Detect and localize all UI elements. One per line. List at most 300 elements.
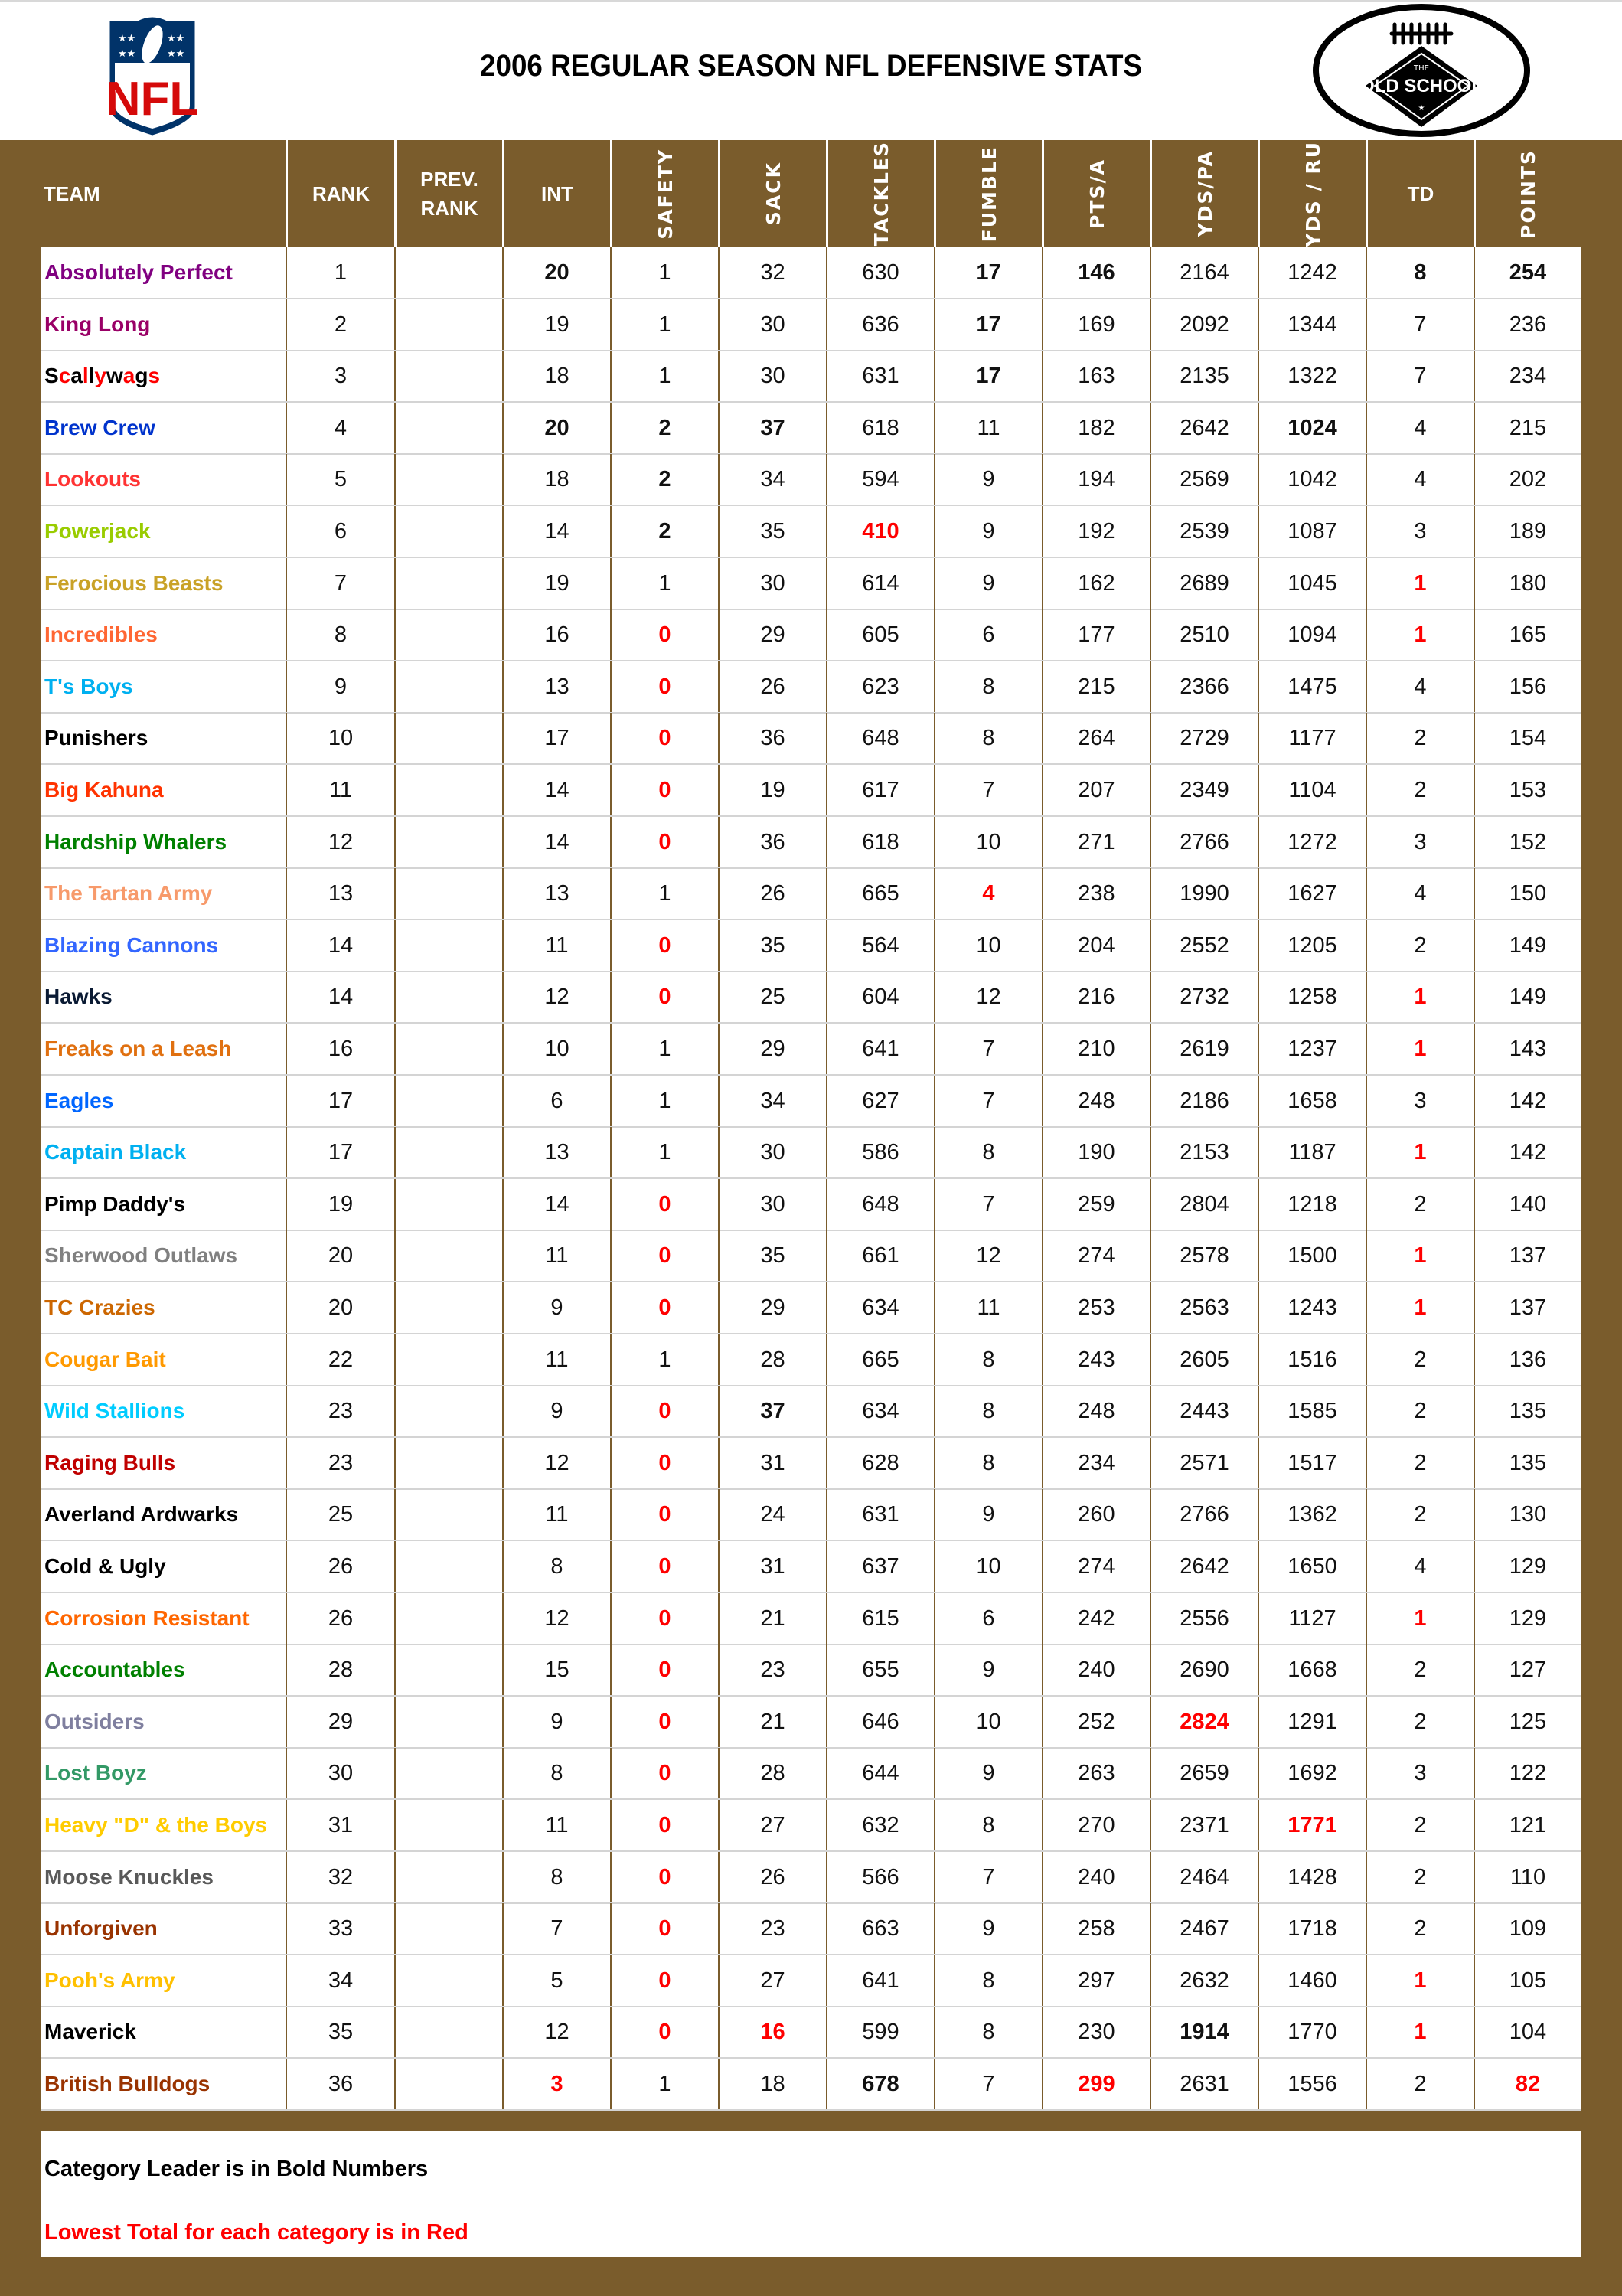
team-name-cell: Maverick bbox=[44, 2020, 136, 2043]
column-header-yds-ru[interactable] bbox=[1258, 140, 1366, 247]
yds-pa-cell: 2552 bbox=[1150, 920, 1258, 971]
column-header-label: PTS/A bbox=[1085, 158, 1108, 229]
pts-a-cell: 263 bbox=[1042, 1748, 1150, 1798]
prev-rank-cell bbox=[394, 661, 502, 712]
yds-ru-cell: 1205 bbox=[1258, 920, 1366, 971]
yds-pa-cell: 2510 bbox=[1150, 609, 1258, 660]
rank-cell: 2 bbox=[286, 299, 394, 350]
points-cell: 135 bbox=[1474, 1438, 1581, 1488]
column-header-label: SACK bbox=[762, 162, 785, 226]
prev-rank-cell bbox=[394, 1748, 502, 1798]
sack-cell: 27 bbox=[718, 1800, 826, 1850]
safety-cell: 0 bbox=[610, 1489, 718, 1540]
yds-ru-cell: 1127 bbox=[1258, 1593, 1366, 1644]
td-cell: 2 bbox=[1366, 1852, 1474, 1902]
team-name-cell: Cold & Ugly bbox=[44, 1554, 166, 1578]
old-school-football-logo-icon bbox=[1312, 3, 1531, 138]
table-row bbox=[41, 1800, 1581, 1852]
column-header-pts-a[interactable] bbox=[1042, 140, 1150, 247]
rank-cell: 14 bbox=[286, 920, 394, 971]
sack-cell: 37 bbox=[718, 1386, 826, 1436]
team-name-cell bbox=[41, 351, 286, 401]
int-cell: 17 bbox=[502, 713, 610, 763]
pts-a-cell: 162 bbox=[1042, 558, 1150, 609]
table-row bbox=[41, 454, 1581, 506]
sack-cell: 36 bbox=[718, 817, 826, 867]
team-name-cell: Corrosion Resistant bbox=[44, 1606, 250, 1630]
fumble-cell: 7 bbox=[934, 2059, 1042, 2109]
yds-pa-cell: 2366 bbox=[1150, 661, 1258, 712]
column-header-points[interactable] bbox=[1474, 140, 1581, 247]
yds-pa-cell: 2619 bbox=[1150, 1024, 1258, 1074]
sack-cell: 29 bbox=[718, 1282, 826, 1333]
table-row bbox=[41, 1489, 1581, 1541]
yds-ru-cell: 1218 bbox=[1258, 1179, 1366, 1230]
td-cell: 1 bbox=[1366, 1593, 1474, 1644]
int-cell: 12 bbox=[502, 2007, 610, 2057]
sack-cell: 27 bbox=[718, 1955, 826, 2006]
yds-ru-cell: 1322 bbox=[1258, 351, 1366, 401]
td-cell: 3 bbox=[1366, 506, 1474, 557]
fumble-cell: 8 bbox=[934, 1955, 1042, 2006]
table-row bbox=[41, 299, 1581, 351]
column-header-td[interactable] bbox=[1366, 140, 1474, 247]
sack-cell: 36 bbox=[718, 713, 826, 763]
tackles-cell: 615 bbox=[826, 1593, 934, 1644]
sack-cell: 26 bbox=[718, 868, 826, 919]
rank-cell: 9 bbox=[286, 661, 394, 712]
yds-ru-cell: 1177 bbox=[1258, 713, 1366, 763]
yds-ru-cell: 1668 bbox=[1258, 1644, 1366, 1695]
points-cell: 234 bbox=[1474, 351, 1581, 401]
td-cell: 2 bbox=[1366, 713, 1474, 763]
sack-cell: 25 bbox=[718, 972, 826, 1022]
yds-pa-cell: 2632 bbox=[1150, 1955, 1258, 2006]
tackles-cell: 663 bbox=[826, 1903, 934, 1954]
td-cell: 2 bbox=[1366, 920, 1474, 971]
points-cell: 82 bbox=[1474, 2059, 1581, 2109]
prev-rank-cell bbox=[394, 1644, 502, 1695]
table-row bbox=[41, 765, 1581, 817]
safety-cell: 2 bbox=[610, 403, 718, 453]
td-cell: 1 bbox=[1366, 609, 1474, 660]
tackles-cell: 604 bbox=[826, 972, 934, 1022]
yds-pa-cell: 2135 bbox=[1150, 351, 1258, 401]
safety-cell: 0 bbox=[610, 920, 718, 971]
int-cell: 9 bbox=[502, 1386, 610, 1436]
fumble-cell: 9 bbox=[934, 506, 1042, 557]
yds-pa-cell: 2689 bbox=[1150, 558, 1258, 609]
safety-cell: 0 bbox=[610, 1438, 718, 1488]
yds-ru-cell: 1692 bbox=[1258, 1748, 1366, 1798]
yds-pa-cell: 2804 bbox=[1150, 1179, 1258, 1230]
td-cell: 1 bbox=[1366, 972, 1474, 1022]
yds-pa-cell: 2578 bbox=[1150, 1230, 1258, 1281]
sack-cell: 30 bbox=[718, 1179, 826, 1230]
svg-text:NFL: NFL bbox=[106, 73, 199, 126]
int-cell: 9 bbox=[502, 1697, 610, 1747]
sack-cell: 34 bbox=[718, 1076, 826, 1126]
sack-cell: 21 bbox=[718, 1593, 826, 1644]
rank-cell: 5 bbox=[286, 454, 394, 505]
tackles-cell: 636 bbox=[826, 299, 934, 350]
rank-cell: 25 bbox=[286, 1489, 394, 1540]
team-name-cell: Heavy "D" & the Boys bbox=[44, 1813, 268, 1837]
table-row bbox=[41, 1386, 1581, 1438]
column-header-prev-rank[interactable] bbox=[394, 140, 502, 247]
team-name-cell: Punishers bbox=[44, 726, 148, 750]
pts-a-cell: 299 bbox=[1042, 2059, 1150, 2109]
rank-cell: 22 bbox=[286, 1334, 394, 1385]
prev-rank-cell bbox=[394, 2007, 502, 2057]
table-row bbox=[41, 247, 1581, 299]
table-row bbox=[41, 972, 1581, 1024]
column-header-tackles[interactable] bbox=[826, 140, 934, 247]
int-cell: 14 bbox=[502, 765, 610, 815]
column-header-label: PREV. RANK bbox=[420, 168, 478, 220]
column-header-safety[interactable] bbox=[610, 140, 718, 247]
td-cell: 2 bbox=[1366, 1903, 1474, 1954]
points-cell: 122 bbox=[1474, 1748, 1581, 1798]
team-name-letter: w bbox=[106, 364, 123, 387]
rank-cell: 20 bbox=[286, 1282, 394, 1333]
tackles-cell: 628 bbox=[826, 1438, 934, 1488]
int-cell: 18 bbox=[502, 351, 610, 401]
team-name-cell: Brew Crew bbox=[44, 416, 155, 439]
prev-rank-cell bbox=[394, 299, 502, 350]
column-header-rank[interactable] bbox=[286, 140, 394, 247]
prev-rank-cell bbox=[394, 2059, 502, 2109]
rank-cell: 23 bbox=[286, 1438, 394, 1488]
td-cell: 3 bbox=[1366, 1748, 1474, 1798]
team-name-cell: British Bulldogs bbox=[44, 2072, 211, 2095]
pts-a-cell: 192 bbox=[1042, 506, 1150, 557]
prev-rank-cell bbox=[394, 1489, 502, 1540]
safety-cell: 0 bbox=[610, 1955, 718, 2006]
yds-ru-cell: 1627 bbox=[1258, 868, 1366, 919]
safety-cell: 2 bbox=[610, 506, 718, 557]
safety-cell: 0 bbox=[610, 1697, 718, 1747]
column-header-label: INT bbox=[541, 182, 573, 205]
prev-rank-cell bbox=[394, 1076, 502, 1126]
fumble-cell: 9 bbox=[934, 558, 1042, 609]
table-row bbox=[41, 868, 1581, 920]
column-header-label: YDS / RU bbox=[1301, 140, 1324, 247]
safety-cell: 0 bbox=[610, 1179, 718, 1230]
table-row bbox=[41, 713, 1581, 765]
safety-cell: 1 bbox=[610, 1334, 718, 1385]
table-row bbox=[41, 1852, 1581, 1904]
column-header-sack[interactable] bbox=[718, 140, 826, 247]
points-cell: 130 bbox=[1474, 1489, 1581, 1540]
yds-ru-cell: 1094 bbox=[1258, 609, 1366, 660]
prev-rank-cell bbox=[394, 247, 502, 298]
column-header-label: POINTS bbox=[1517, 149, 1539, 239]
prev-rank-cell bbox=[394, 454, 502, 505]
team-name-cell: Hawks bbox=[44, 985, 113, 1008]
column-header-label: SAFETY bbox=[654, 148, 677, 240]
tackles-cell: 665 bbox=[826, 1334, 934, 1385]
table-row bbox=[41, 2059, 1581, 2111]
int-cell: 15 bbox=[502, 1644, 610, 1695]
tackles-cell: 594 bbox=[826, 454, 934, 505]
td-cell: 4 bbox=[1366, 1541, 1474, 1592]
yds-ru-cell: 1237 bbox=[1258, 1024, 1366, 1074]
points-cell: 142 bbox=[1474, 1127, 1581, 1177]
yds-pa-cell: 2464 bbox=[1150, 1852, 1258, 1902]
yds-pa-cell: 2571 bbox=[1150, 1438, 1258, 1488]
fumble-cell: 7 bbox=[934, 1076, 1042, 1126]
yds-pa-cell: 2642 bbox=[1150, 403, 1258, 453]
tackles-cell: 566 bbox=[826, 1852, 934, 1902]
column-header-yds-pa[interactable] bbox=[1150, 140, 1258, 247]
sack-cell: 26 bbox=[718, 661, 826, 712]
svg-text:★★: ★★ bbox=[118, 33, 136, 44]
int-cell: 18 bbox=[502, 454, 610, 505]
yds-pa-cell: 2729 bbox=[1150, 713, 1258, 763]
points-cell: 140 bbox=[1474, 1179, 1581, 1230]
fumble-cell: 9 bbox=[934, 1644, 1042, 1695]
points-cell: 136 bbox=[1474, 1334, 1581, 1385]
int-cell: 14 bbox=[502, 817, 610, 867]
td-cell: 3 bbox=[1366, 817, 1474, 867]
team-name-letter: s bbox=[148, 364, 161, 387]
safety-cell: 0 bbox=[610, 1541, 718, 1592]
tackles-cell: 634 bbox=[826, 1386, 934, 1436]
td-cell: 2 bbox=[1366, 1179, 1474, 1230]
points-cell: 109 bbox=[1474, 1903, 1581, 1954]
svg-text:THE: THE bbox=[1414, 64, 1429, 73]
yds-ru-cell: 1658 bbox=[1258, 1076, 1366, 1126]
fumble-cell: 8 bbox=[934, 661, 1042, 712]
td-cell: 1 bbox=[1366, 1127, 1474, 1177]
td-cell: 1 bbox=[1366, 1024, 1474, 1074]
rank-cell: 30 bbox=[286, 1748, 394, 1798]
team-name-letter: a bbox=[122, 364, 135, 387]
team-name-cell: Eagles bbox=[44, 1089, 114, 1112]
pts-a-cell: 240 bbox=[1042, 1644, 1150, 1695]
points-cell: 189 bbox=[1474, 506, 1581, 557]
tackles-cell: 634 bbox=[826, 1282, 934, 1333]
column-header-fumble[interactable] bbox=[934, 140, 1042, 247]
team-name-cell: Cougar Bait bbox=[44, 1347, 166, 1371]
yds-pa-cell: 2164 bbox=[1150, 247, 1258, 298]
points-cell: 149 bbox=[1474, 972, 1581, 1022]
team-name-cell: Averland Ardwarks bbox=[44, 1502, 239, 1526]
table-row bbox=[41, 1230, 1581, 1282]
fumble-cell: 7 bbox=[934, 1179, 1042, 1230]
fumble-cell: 9 bbox=[934, 454, 1042, 505]
sack-cell: 32 bbox=[718, 247, 826, 298]
safety-cell: 1 bbox=[610, 1127, 718, 1177]
int-cell: 9 bbox=[502, 1282, 610, 1333]
fumble-cell: 8 bbox=[934, 713, 1042, 763]
int-cell: 8 bbox=[502, 1541, 610, 1592]
table-row bbox=[41, 1697, 1581, 1749]
pts-a-cell: 190 bbox=[1042, 1127, 1150, 1177]
table-row bbox=[41, 1076, 1581, 1128]
safety-cell: 0 bbox=[610, 1593, 718, 1644]
rank-cell: 35 bbox=[286, 2007, 394, 2057]
sack-cell: 30 bbox=[718, 351, 826, 401]
prev-rank-cell bbox=[394, 713, 502, 763]
fumble-cell: 8 bbox=[934, 1438, 1042, 1488]
tackles-cell: 630 bbox=[826, 247, 934, 298]
team-name-cell: Wild Stallions bbox=[44, 1399, 185, 1422]
safety-cell: 1 bbox=[610, 1076, 718, 1126]
table-row bbox=[41, 1644, 1581, 1697]
sack-cell: 21 bbox=[718, 1697, 826, 1747]
yds-ru-cell: 1243 bbox=[1258, 1282, 1366, 1333]
team-name-cell: TC Crazies bbox=[44, 1295, 155, 1319]
yds-ru-cell: 1272 bbox=[1258, 817, 1366, 867]
safety-cell: 1 bbox=[610, 868, 718, 919]
team-name-cell: Hardship Whalers bbox=[44, 830, 227, 854]
tackles-cell: 632 bbox=[826, 1800, 934, 1850]
table-row bbox=[41, 817, 1581, 869]
points-cell: 202 bbox=[1474, 454, 1581, 505]
yds-ru-cell: 1718 bbox=[1258, 1903, 1366, 1954]
team-name-cell: Unforgiven bbox=[44, 1916, 158, 1940]
rank-cell: 36 bbox=[286, 2059, 394, 2109]
tackles-cell: 648 bbox=[826, 1179, 934, 1230]
pts-a-cell: 248 bbox=[1042, 1386, 1150, 1436]
svg-text:★★: ★★ bbox=[167, 33, 185, 44]
rank-cell: 13 bbox=[286, 868, 394, 919]
team-name-cell: Big Kahuna bbox=[44, 778, 164, 802]
pts-a-cell: 274 bbox=[1042, 1230, 1150, 1281]
legend-bold-note: Category Leader is in Bold Numbers bbox=[44, 2157, 429, 2181]
safety-cell: 0 bbox=[610, 1644, 718, 1695]
pts-a-cell: 243 bbox=[1042, 1334, 1150, 1385]
prev-rank-cell bbox=[394, 817, 502, 867]
pts-a-cell: 238 bbox=[1042, 868, 1150, 919]
column-header-label: YDS/PA bbox=[1193, 150, 1216, 237]
rank-cell: 20 bbox=[286, 1230, 394, 1281]
points-cell: 215 bbox=[1474, 403, 1581, 453]
td-cell: 4 bbox=[1366, 868, 1474, 919]
td-cell: 2 bbox=[1366, 2059, 1474, 2109]
td-cell: 2 bbox=[1366, 1334, 1474, 1385]
points-cell: 254 bbox=[1474, 247, 1581, 298]
tackles-cell: 627 bbox=[826, 1076, 934, 1126]
fumble-cell: 7 bbox=[934, 1852, 1042, 1902]
page-header bbox=[0, 0, 1622, 140]
yds-ru-cell: 1460 bbox=[1258, 1955, 1366, 2006]
yds-ru-cell: 1187 bbox=[1258, 1127, 1366, 1177]
pts-a-cell: 146 bbox=[1042, 247, 1150, 298]
sack-cell: 35 bbox=[718, 506, 826, 557]
prev-rank-cell bbox=[394, 1127, 502, 1177]
points-cell: 154 bbox=[1474, 713, 1581, 763]
safety-cell: 0 bbox=[610, 609, 718, 660]
team-name-cell: Raging Bulls bbox=[44, 1451, 176, 1475]
team-name-cell: Captain Black bbox=[44, 1140, 187, 1164]
tackles-cell: 678 bbox=[826, 2059, 934, 2109]
pts-a-cell: 177 bbox=[1042, 609, 1150, 660]
prev-rank-cell bbox=[394, 1852, 502, 1902]
td-cell: 2 bbox=[1366, 1489, 1474, 1540]
td-cell: 2 bbox=[1366, 1438, 1474, 1488]
pts-a-cell: 194 bbox=[1042, 454, 1150, 505]
points-cell: 156 bbox=[1474, 661, 1581, 712]
team-name-letter: l bbox=[88, 364, 95, 387]
fumble-cell: 7 bbox=[934, 1024, 1042, 1074]
pts-a-cell: 207 bbox=[1042, 765, 1150, 815]
td-cell: 2 bbox=[1366, 1644, 1474, 1695]
prev-rank-cell bbox=[394, 506, 502, 557]
table-row bbox=[41, 351, 1581, 403]
yds-pa-cell: 2539 bbox=[1150, 506, 1258, 557]
fumble-cell: 6 bbox=[934, 609, 1042, 660]
sack-cell: 34 bbox=[718, 454, 826, 505]
rank-cell: 17 bbox=[286, 1076, 394, 1126]
tackles-cell: 614 bbox=[826, 558, 934, 609]
prev-rank-cell bbox=[394, 765, 502, 815]
pts-a-cell: 259 bbox=[1042, 1179, 1150, 1230]
rank-cell: 10 bbox=[286, 713, 394, 763]
rank-cell: 32 bbox=[286, 1852, 394, 1902]
safety-cell: 0 bbox=[610, 765, 718, 815]
safety-cell: 0 bbox=[610, 1903, 718, 1954]
tackles-cell: 631 bbox=[826, 1489, 934, 1540]
rank-cell: 6 bbox=[286, 506, 394, 557]
int-cell: 12 bbox=[502, 1593, 610, 1644]
fumble-cell: 11 bbox=[934, 1282, 1042, 1333]
td-cell: 2 bbox=[1366, 1386, 1474, 1436]
fumble-cell: 10 bbox=[934, 1541, 1042, 1592]
tackles-cell: 564 bbox=[826, 920, 934, 971]
column-header-label: TACKLES bbox=[870, 141, 893, 247]
yds-pa-cell: 2732 bbox=[1150, 972, 1258, 1022]
td-cell: 7 bbox=[1366, 351, 1474, 401]
rank-cell: 1 bbox=[286, 247, 394, 298]
page-title: 2006 REGULAR SEASON NFL DEFENSIVE STATS bbox=[480, 49, 1142, 83]
team-name-cell: Blazing Cannons bbox=[44, 933, 219, 957]
yds-ru-cell: 1516 bbox=[1258, 1334, 1366, 1385]
rank-cell: 26 bbox=[286, 1541, 394, 1592]
prev-rank-cell bbox=[394, 1903, 502, 1954]
yds-pa-cell: 2556 bbox=[1150, 1593, 1258, 1644]
column-header-team[interactable] bbox=[0, 140, 286, 247]
column-header-int[interactable] bbox=[502, 140, 610, 247]
points-cell: 137 bbox=[1474, 1282, 1581, 1333]
table-row bbox=[41, 1593, 1581, 1645]
tackles-cell: 599 bbox=[826, 2007, 934, 2057]
safety-cell: 0 bbox=[610, 1852, 718, 1902]
td-cell: 7 bbox=[1366, 299, 1474, 350]
rank-cell: 29 bbox=[286, 1697, 394, 1747]
safety-cell: 0 bbox=[610, 2007, 718, 2057]
yds-ru-cell: 1104 bbox=[1258, 765, 1366, 815]
yds-pa-cell: 2186 bbox=[1150, 1076, 1258, 1126]
int-cell: 13 bbox=[502, 661, 610, 712]
table-row bbox=[41, 1024, 1581, 1076]
int-cell: 12 bbox=[502, 972, 610, 1022]
team-name-letter: g bbox=[135, 364, 148, 387]
points-cell: 149 bbox=[1474, 920, 1581, 971]
tackles-cell: 646 bbox=[826, 1697, 934, 1747]
tackles-cell: 410 bbox=[826, 506, 934, 557]
safety-cell: 0 bbox=[610, 972, 718, 1022]
sack-cell: 30 bbox=[718, 558, 826, 609]
pts-a-cell: 264 bbox=[1042, 713, 1150, 763]
team-name-cell: King Long bbox=[44, 312, 151, 336]
int-cell: 20 bbox=[502, 403, 610, 453]
yds-pa-cell: 2563 bbox=[1150, 1282, 1258, 1333]
yds-pa-cell: 2153 bbox=[1150, 1127, 1258, 1177]
sack-cell: 28 bbox=[718, 1748, 826, 1798]
